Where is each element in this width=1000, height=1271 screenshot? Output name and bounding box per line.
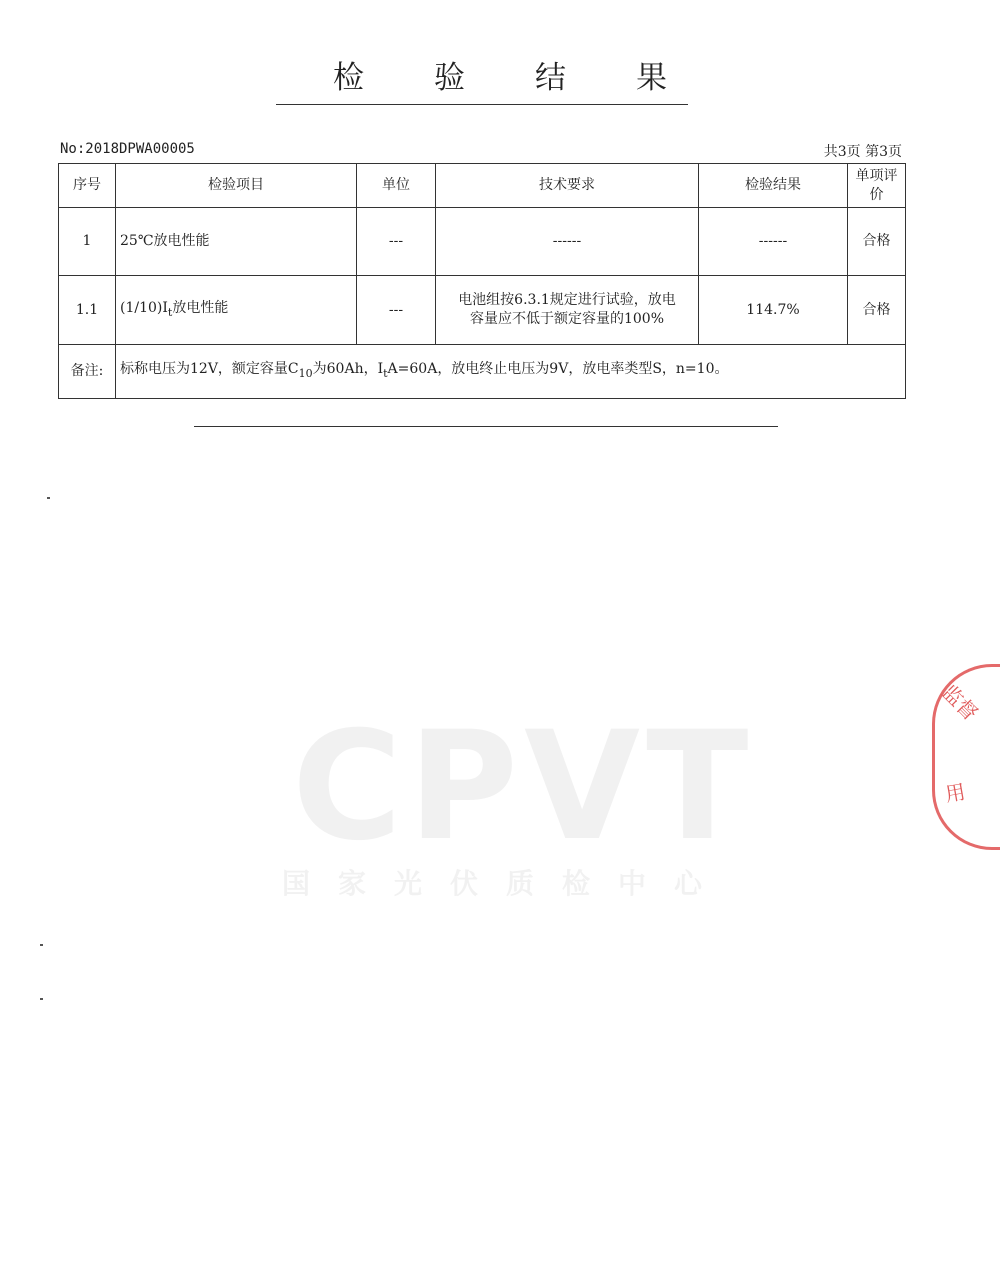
header-item: 检验项目 <box>116 164 357 208</box>
table-header-row <box>59 164 906 208</box>
row-evaluation: 合格 <box>848 276 906 345</box>
row-item <box>116 276 357 345</box>
title-char: 结 <box>535 60 566 96</box>
watermark-name: 国家光伏质检中心 <box>282 867 731 900</box>
page-count: 共3页 第3页 <box>823 144 902 160</box>
report-number: No:2018DPWA00005 <box>60 141 195 157</box>
note-part1: 标称电压为12V，额定容量C <box>120 361 299 378</box>
header-evaluation <box>848 164 906 208</box>
note-part2: 为60Ah，I <box>312 361 384 378</box>
header-unit: 单位 <box>357 164 436 208</box>
table-row <box>59 208 906 276</box>
watermark-logo: CPVT <box>292 700 755 874</box>
scan-speck <box>40 998 43 1000</box>
row-item-subscript: t <box>167 305 173 319</box>
row-requirement-line1: 电池组按6.3.1规定进行试验，放电 <box>458 292 676 308</box>
row-item-prefix: (1/10)I <box>120 299 168 316</box>
row-index: 1.1 <box>59 276 116 345</box>
row-evaluation: 合格 <box>848 208 906 276</box>
note-text <box>116 345 906 399</box>
results-table <box>58 163 906 399</box>
scan-speck <box>47 497 50 499</box>
page-title <box>0 52 1000 97</box>
row-requirement: ------ <box>436 208 699 276</box>
seal-text-fragment: 用 <box>943 779 968 807</box>
title-char: 果 <box>636 60 667 96</box>
note-sub1: 10 <box>298 366 313 380</box>
title-char: 检 <box>333 60 364 96</box>
row-index: 1 <box>59 208 116 276</box>
header-evaluation-line1: 单项评 <box>855 167 898 184</box>
header-requirement: 技术要求 <box>436 164 699 208</box>
header-index: 序号 <box>59 164 116 208</box>
red-seal-stamp <box>932 664 1000 850</box>
row-unit: --- <box>357 208 436 276</box>
row-item: 25℃放电性能 <box>116 208 357 276</box>
row-item-suffix: 放电性能 <box>172 299 229 316</box>
row-result: ------ <box>699 208 848 276</box>
row-requirement-line2: 容量应不低于额定容量的100% <box>469 311 665 327</box>
title-underline <box>276 104 688 105</box>
note-sub2: t <box>383 366 388 380</box>
table-row <box>59 276 906 345</box>
title-char: 验 <box>434 60 465 96</box>
scan-speck <box>40 944 43 946</box>
header-result: 检验结果 <box>699 164 848 208</box>
end-rule <box>194 426 778 427</box>
note-row <box>59 345 906 399</box>
seal-text-fragment: 监督 <box>937 679 983 726</box>
row-result: 114.7% <box>699 276 848 345</box>
row-unit: --- <box>357 276 436 345</box>
note-label: 备注: <box>59 345 116 399</box>
note-part3: A=60A，放电终止电压为9V，放电率类型S，n=10。 <box>387 361 729 378</box>
header-evaluation-line2: 价 <box>869 186 884 203</box>
row-requirement <box>436 276 699 345</box>
